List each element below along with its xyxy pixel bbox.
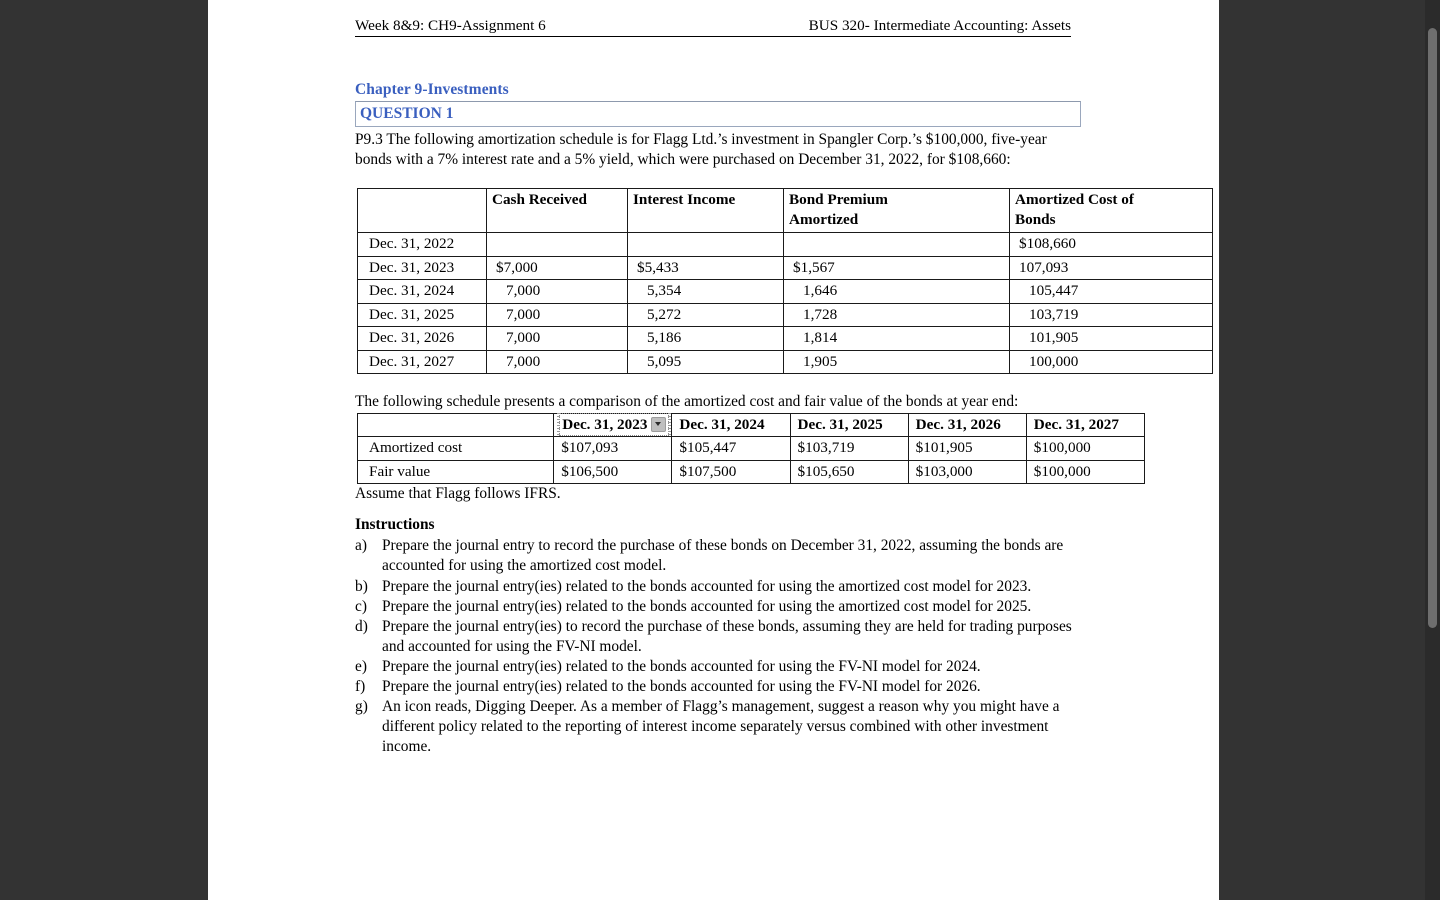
instructions-heading: Instructions (355, 516, 435, 534)
cell-amortized-cost: 103,719 (1010, 303, 1213, 327)
list-item (355, 536, 1085, 576)
list-item (355, 577, 1085, 597)
list-item (355, 617, 1085, 657)
cell-fair-value-2024: $107,500 (672, 460, 790, 484)
list-item (355, 657, 1085, 677)
row-label-amortized-cost: Amortized cost (358, 437, 554, 461)
cell-cash-received: $7,000 (487, 256, 628, 280)
comparison-table (357, 413, 1145, 485)
table-row (358, 256, 1213, 280)
cell-premium-amortized: 1,905 (784, 350, 1010, 374)
cell-amortized-cost-2024: $105,447 (672, 437, 790, 461)
document-running-header (355, 16, 1071, 37)
col-prem-line1: Bond Premium (789, 191, 888, 209)
list-item-text: Prepare the journal entry(ies) related to the bonds accounted for using the amortized cost model for 2025. (382, 597, 1032, 615)
cell-date: Dec. 31, 2023 (358, 256, 487, 280)
cell-amortized-cost: 100,000 (1010, 350, 1213, 374)
list-item-text: An icon reads, Digging Deeper. As a member of Flagg’s management, suggest a reason why you might have a different policy related to the reporting of interest income separately versus combined with other investment income. (382, 698, 1060, 756)
list-item-text: Prepare the journal entry(ies) related to the bonds accounted for using the FV-NI model for 2024. (382, 657, 981, 675)
table-row (358, 233, 1213, 257)
list-item-marker: d) (355, 617, 368, 635)
column-header-blank (358, 189, 487, 233)
column-header-interest-income (628, 189, 784, 233)
list-item (355, 677, 1085, 697)
scrollbar-thumb[interactable] (1428, 28, 1437, 628)
cell-interest-income: 5,354 (628, 280, 784, 304)
table-row (358, 303, 1213, 327)
list-item-marker: f) (355, 677, 366, 695)
intro-paragraph: P9.3 The following amortization schedule is for Flagg Ltd.’s investment in Spangler Corp.’s $100,000, five-year bonds with a 7% interest rate and a 5% yield, which were purchased on December 31, 2022, for $108,660: (355, 131, 1047, 169)
cell-amortized-cost-2027: $100,000 (1026, 437, 1144, 461)
cell-date: Dec. 31, 2022 (358, 233, 487, 257)
list-item-marker: g) (355, 698, 368, 716)
list-item (355, 697, 1085, 757)
col-int-line1: Interest Income (633, 191, 736, 209)
amortization-schedule-table (357, 188, 1213, 374)
cell-amortized-cost: 105,447 (1010, 280, 1213, 304)
list-item-text: Prepare the journal entry to record the purchase of these bonds on December 31, 2022, assuming the bonds are accounted for using the amortized cost model. (382, 537, 1064, 575)
cell-premium-amortized: 1,728 (784, 303, 1010, 327)
column-header-year-2025: Dec. 31, 2025 (790, 413, 908, 437)
list-item-marker: b) (355, 577, 368, 595)
column-header-bond-premium-amortized (784, 189, 1010, 233)
cell-fair-value-2027: $100,000 (1026, 460, 1144, 484)
list-item-text: Prepare the journal entry(ies) related to the bonds accounted for using the FV-NI model for 2026. (382, 677, 981, 695)
cell-interest-income (628, 233, 784, 257)
table-row (358, 437, 1145, 461)
row-label-fair-value: Fair value (358, 460, 554, 484)
column-header-amortized-cost-of-bonds (1010, 189, 1213, 233)
table-row (358, 350, 1213, 374)
cell-fair-value-2026: $103,000 (908, 460, 1026, 484)
col-prem-line2: Amortized (789, 210, 859, 228)
table-header-row (358, 189, 1213, 233)
cell-amortized-cost: 107,093 (1010, 256, 1213, 280)
column-header-year-2026: Dec. 31, 2026 (908, 413, 1026, 437)
question-label: QUESTION 1 (360, 105, 454, 122)
cell-cash-received (487, 233, 628, 257)
mid-paragraph: The following schedule presents a comparison of the amortized cost and fair value of the bonds at year end: (355, 393, 1019, 411)
cell-amortized-cost: $108,660 (1010, 233, 1213, 257)
document-body (355, 80, 1134, 757)
table-row (358, 280, 1213, 304)
cell-fair-value-2025: $105,650 (790, 460, 908, 484)
header-left-text: Week 8&9: CH9-Assignment 6 (355, 17, 546, 34)
column-header-blank (358, 413, 554, 437)
column-header-year-2023-control[interactable] (554, 413, 672, 437)
cell-amortized-cost-2025: $103,719 (790, 437, 908, 461)
table-row (358, 327, 1213, 351)
cell-premium-amortized: 1,646 (784, 280, 1010, 304)
list-item-marker: c) (355, 597, 367, 615)
instructions-list (355, 536, 1085, 757)
table-row (358, 460, 1145, 484)
cell-interest-income: 5,186 (628, 327, 784, 351)
document-page (208, 0, 1219, 900)
cell-interest-income: 5,095 (628, 350, 784, 374)
vertical-scrollbar[interactable] (1425, 0, 1440, 900)
chevron-down-icon[interactable] (651, 417, 666, 432)
table-header-row (358, 413, 1145, 437)
list-item-marker: e) (355, 657, 367, 675)
assume-paragraph: Assume that Flagg follows IFRS. (355, 485, 561, 503)
cell-premium-amortized (784, 233, 1010, 257)
column-header-cash-received (487, 189, 628, 233)
cell-premium-amortized: 1,814 (784, 327, 1010, 351)
list-item-text: Prepare the journal entry(ies) to record the purchase of these bonds, assuming they are held for trading purposes and accounted for using the FV-NI model. (382, 617, 1072, 655)
content-control-value: Dec. 31, 2023 (562, 415, 648, 433)
col-cash-line1: Cash Received (492, 191, 587, 209)
cell-date: Dec. 31, 2027 (358, 350, 487, 374)
cell-date: Dec. 31, 2025 (358, 303, 487, 327)
col-amc-line1: Amortized Cost of (1015, 191, 1134, 209)
column-header-year-2027: Dec. 31, 2027 (1026, 413, 1144, 437)
cell-cash-received: 7,000 (487, 327, 628, 351)
question-box (355, 101, 1081, 127)
cell-interest-income: 5,272 (628, 303, 784, 327)
chapter-title: Chapter 9-Investments (355, 81, 509, 98)
cell-amortized-cost: 101,905 (1010, 327, 1213, 351)
cell-cash-received: 7,000 (487, 280, 628, 304)
cell-fair-value-2023: $106,500 (554, 460, 672, 484)
cell-date: Dec. 31, 2026 (358, 327, 487, 351)
content-control-dropdown[interactable] (561, 415, 667, 435)
cell-amortized-cost-2026: $101,905 (908, 437, 1026, 461)
list-item (355, 597, 1085, 617)
column-header-year-2024: Dec. 31, 2024 (672, 413, 790, 437)
cell-interest-income: $5,433 (628, 256, 784, 280)
header-right-text: BUS 320- Intermediate Accounting: Assets (808, 17, 1071, 34)
cell-cash-received: 7,000 (487, 350, 628, 374)
cell-cash-received: 7,000 (487, 303, 628, 327)
cell-amortized-cost-2023: $107,093 (554, 437, 672, 461)
cell-premium-amortized: $1,567 (784, 256, 1010, 280)
list-item-text: Prepare the journal entry(ies) related to the bonds accounted for using the amortized cost model for 2023. (382, 577, 1032, 595)
list-item-marker: a) (355, 537, 367, 555)
col-amc-line2: Bonds (1015, 210, 1056, 228)
cell-date: Dec. 31, 2024 (358, 280, 487, 304)
